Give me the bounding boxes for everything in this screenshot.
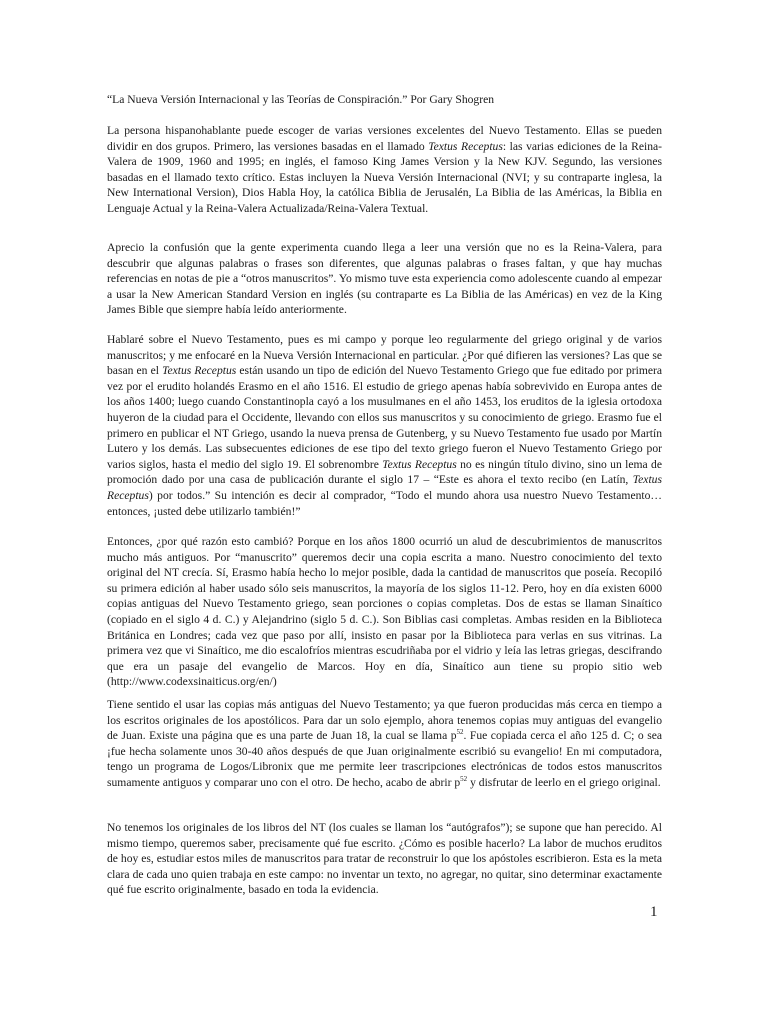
- text-run: y disfrutar de leerlo en el griego original.: [467, 775, 661, 789]
- text-run: La persona hispanohablante puede escoger de varias versiones excelentes del Nuevo Testamento. Ellas se pueden dividir en dos grupos. Primero, las versiones basadas en el llamado: [107, 124, 662, 153]
- text-run: : las varias ediciones de la Reina-Valera de 1909, 1960 and 1995; en inglés, el famoso King James Version y la New KJV. Segundo, las versiones basadas en el llamado texto crítico. Estas incluyen la Nueva Versión Internacional (NVI; y su contraparte inglesa, la New International Version), Dios Habla Hoy, la católica Biblia de Jerusalén, La Biblia de las Américas, la Biblia en Lenguaje Actual y la Reina-Valera Actualizada/Reina-Valera Textual.: [107, 139, 663, 215]
- italic-term: Textus Receptus: [428, 139, 503, 153]
- paragraph-3: [107, 332, 662, 519]
- paragraph-2: [107, 240, 662, 318]
- text-run: No tenemos los originales de los libros del NT (los cuales se llaman los “autógrafos”); se supone que han perecido. Al mismo tiempo, queremos saber, precisamente qué fue escrito. ¿Cómo es posible hacerlo? La labor de muchos eruditos de hoy es, estudiar estos miles de manuscritos para tratar de reconstruir lo que los apóstoles escribieron. Esta es la meta clara de cada uno quien trabaja en este campo: no inventar un texto, no agregar, no quitar, sino determinar exactamente qué fue escrito originalmente, basado en toda la evidencia.: [107, 821, 662, 897]
- document-title: “La Nueva Versión Internacional y las Teorías de Conspiración.” Por Gary Shogren: [107, 93, 495, 106]
- paragraph-4: [107, 534, 662, 690]
- text-run: Entonces, ¿por qué razón esto cambió? Porque en los años 1800 ocurrió un alud de descubrimientos de manuscritos mucho más antiguos. Por “manuscrito” queremos decir una copia escrita a mano. Nuestro conocimiento del texto original del NT crecía. Sí, Erasmo había hecho lo mejor posible, dada la cantidad de manuscritos que poseía. Recopiló su primera edición al haber usado sólo seis manuscritos, la mayoría de los siglos 11-12. Pero, hoy en día existen 6000 copias antiguas del Nuevo Testamento griego, sean porciones o copias completas. Dos de estas se llaman Sinaítico (copiado en el siglo 4 d. C.) y Alejandrino (siglo 5 d. C.). Son Biblias casi completas. Ambas residen en la Biblioteca Británica en Londres; cada vez que paso por allí, insisto en pasar por la Biblioteca para verlas en sus vitrinas. La primera vez que vi Sinaítico, me dio escalofríos mientras escudriñaba por el vidrio y leía las letras griegas, descifrando que era un pasaje del evangelio de Marcos. Hoy en día, Sinaítico aun tiene su propio sitio web (http://www.codexsinaiticus.org/en/): [107, 535, 662, 689]
- page-number: 1: [650, 904, 658, 920]
- text-run: Aprecio la confusión que la gente experimenta cuando llega a leer una versión que no es la Reina-Valera, para descubrir que algunas palabras o frases son diferentes, que algunas palabras o frases faltan, y que hay muchas referencias en notas de pie a “otros manuscritos”. Yo mismo tuve esta experiencia como adolescente cuando al empezar a usar la New American Standard Version en inglés (su contraparte es La Biblia de las Américas) en vez de la King James Bible que siempre había leído anteriormente.: [107, 241, 662, 317]
- text-run: están usando un tipo de edición del Nuevo Testamento Griego que fue editado por primera vez por el erudito holandés Erasmo en el año 1516. El estudio de griego apenas había sobrevivido en Europa antes de los años 1400; luego cuando Constantinopla cayó a los musulmanes en el año 1453, los eruditos de la iglesia ortodoxa huyeron de la ciudad para el Occidente, llevando con ellos sus manuscritos y su conocimiento de griego. Erasmo fue el primero en publicar el NT Griego, usando la nueva prensa de Gutenberg, y su Nuevo Testamento fue usado por Martín Lutero y los demás. Las subsecuentes ediciones de ese tipo del texto griego fueron el Nuevo Testamento Griego por varios siglos, hasta el medio del siglo 19. El sobrenombre: [107, 364, 663, 471]
- italic-term: Textus Receptus: [382, 457, 457, 471]
- text-run: no es ningún título divino, sino un lema de promoción dado por una casa de publicación durante el siglo 17 – “Este es ahora el texto recibo (en Latín,: [107, 457, 663, 487]
- text-run: Hablaré sobre el Nuevo Testamento, pues es mi campo y porque leo regularmente del griego original y de varios manuscritos; y me enfocaré en la Nueva Versión Internacional en particular. ¿Por qué difieren las versiones? Las que se basan en el: [107, 333, 662, 378]
- text-run: . Fue copiada cerca el año 125 d. C; o sea ¡fue hecha solamente unos 30-40 años después de que Juan originalmente escribió su evangelio! En mi computadora, tengo un programa de Logos/Libronix que me permite leer trascripciones electrónicas de todos estos manuscritos sumamente antiguos y comparar uno con el otro. De hecho, acabo de abrir p: [107, 729, 662, 789]
- superscript: 52: [456, 728, 464, 737]
- text-run: ) por todos.” Su intención es decir al comprador, “Todo el mundo ahora usa nuestro Nuevo Testamento… entonces, ¡usted debe utilizarlo también!”: [107, 488, 662, 518]
- italic-term: Textus Receptus: [162, 364, 237, 378]
- italic-term: Textus Receptus: [107, 473, 662, 502]
- superscript: 52: [460, 775, 468, 784]
- text-run: Tiene sentido el usar las copias más antiguas del Nuevo Testamento; ya que fueron producidas más cerca en tiempo a los escritos originales de los apostólicos. Para dar un solo ejemplo, ahora tenemos copias muy antiguas del evangelio de Juan. Existe una página que es una parte de Juan 18, la cual se llama p: [107, 698, 662, 743]
- paragraph-1: [107, 123, 662, 217]
- paragraph-6: [107, 820, 662, 898]
- paragraph-5: [107, 697, 662, 791]
